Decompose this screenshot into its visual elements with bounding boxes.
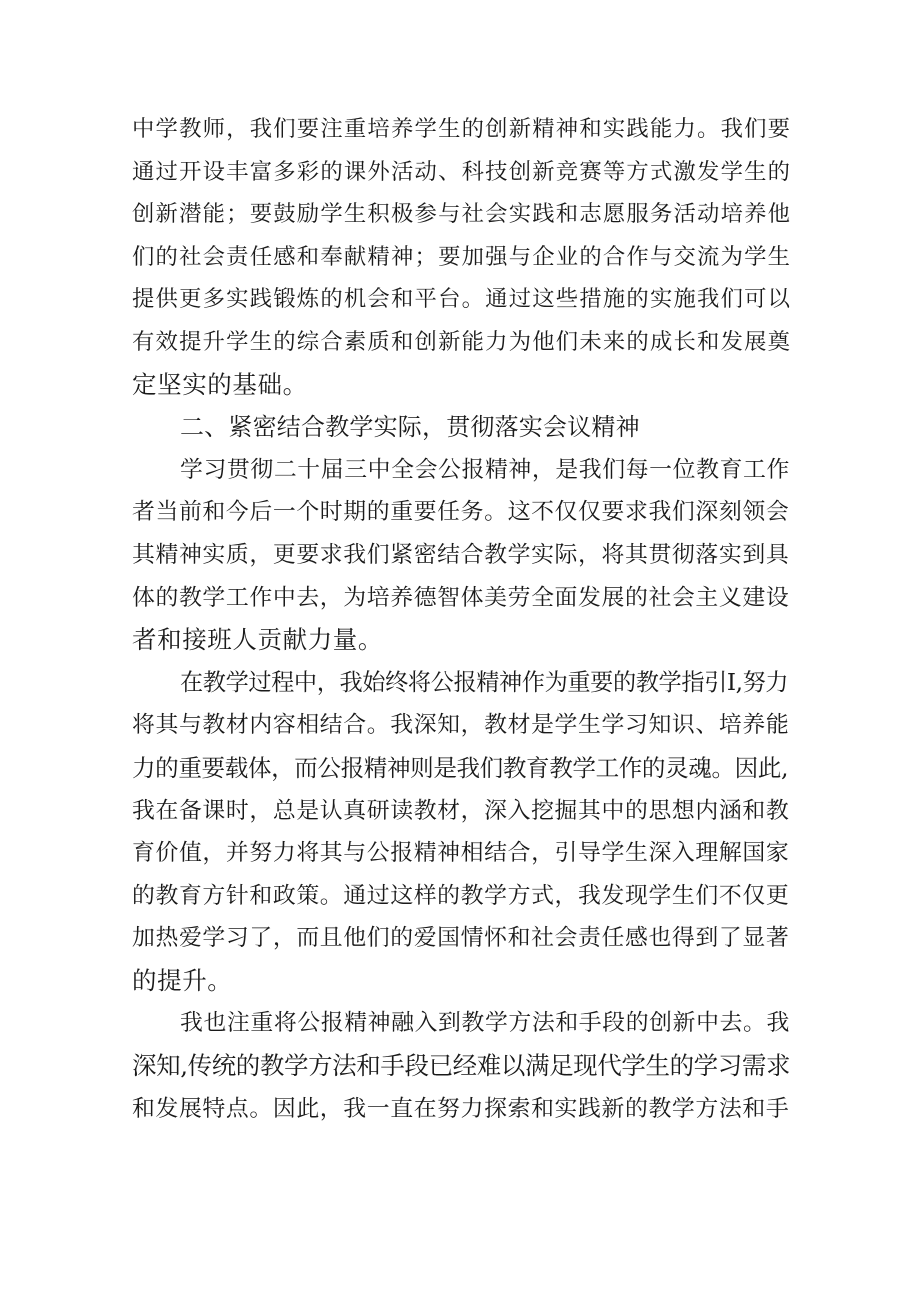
paragraph-line: 者当前和今后一个时期的重要任务。这不仅仅要求我们深刻领会 <box>132 499 790 526</box>
paragraph-line: 深知,传统的教学方法和手段已经难以满足现代学生的学习需求 <box>132 1051 791 1081</box>
section-heading: 二、紧密结合教学实际，贯彻落实会议精神 <box>180 413 640 442</box>
paragraph-line: 中学教师，我们要注重培养学生的创新精神和实践能力。我们要 <box>132 116 792 142</box>
paragraph-line: 我在备课时，总是认真研读教材，深入挖掘其中的思想内涵和教 <box>132 797 790 824</box>
paragraph-line: 创新潜能；要鼓励学生积极参与社会实践和志愿服务活动培养他 <box>132 201 792 228</box>
paragraph-line: 将其与教材内容相结合。我深知，教材是学生学习知识、培养能 <box>132 712 790 739</box>
paragraph-line: 通过开设丰富多彩的课外活动、科技创新竞赛等方式激发学生的 <box>132 158 792 185</box>
paragraph-line: 加热爱学习了，而且他们的爱国情怀和社会责任感也得到了显著 <box>132 925 790 952</box>
paragraph-first-line: 在教学过程中，我始终将公报精神作为重要的教学指引I,努力 <box>180 668 789 696</box>
paragraph-line: 其精神实质，更要求我们紧密结合教学实际，将其贯彻落实到具 <box>132 541 790 568</box>
paragraph-line: 提供更多实践锻炼的机会和平台。通过这些措施的实施我们可以 <box>132 286 792 313</box>
paragraph-line: 育价值，并努力将其与公报精神相结合，引导学生深入理解国家 <box>132 840 790 867</box>
paragraph-first-line: 我也注重将公报精神融入到教学方法和手段的创新中去。我 <box>180 1010 790 1037</box>
paragraph-line: 定坚实的基础。 <box>132 369 308 399</box>
paragraph-first-line: 学习贯彻二十届三中全会公报精神，是我们每一位教育工作 <box>180 456 790 483</box>
paragraph-line: 们的社会责任感和奉献精神；要加强与企业的合作与交流为学生 <box>132 243 792 270</box>
document-body <box>132 108 792 1130</box>
paragraph-line: 的教育方针和政策。通过这样的教学方式，我发现学生们不仅更 <box>132 882 790 909</box>
paragraph-line: 力的重要载体，而公报精神则是我们教育教学工作的灵魂。因此, <box>132 753 789 782</box>
paragraph-line: 和发展特点。因此，我一直在努力探索和实践新的教学方法和手 <box>132 1095 790 1122</box>
paragraph-line: 体的教学工作中去，为培养德智体美劳全面发展的社会主义建设 <box>132 584 790 611</box>
paragraph-line: 的提升。 <box>132 965 233 995</box>
paragraph-line: 者和接班人贡献力量。 <box>132 625 383 655</box>
paragraph-line: 有效提升学生的综合素质和创新能力为他们未来的成长和发展奠 <box>132 328 792 355</box>
